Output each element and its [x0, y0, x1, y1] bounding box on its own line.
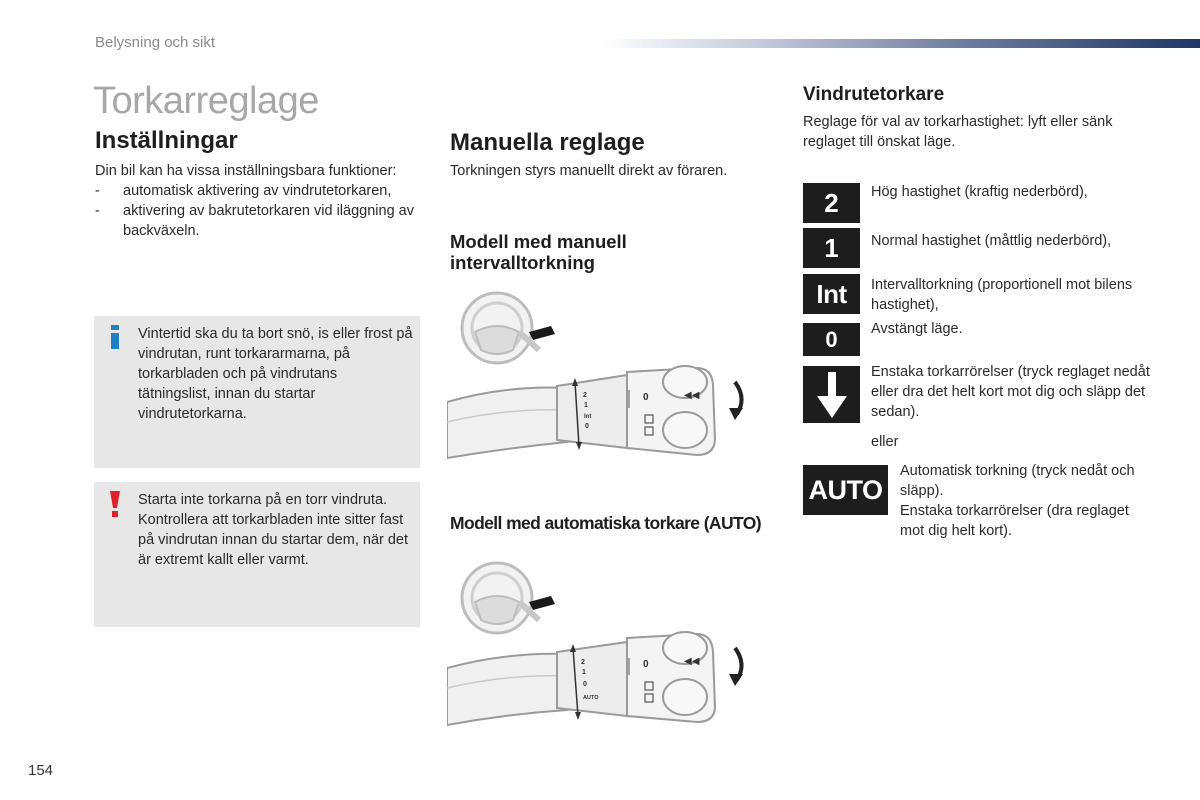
windscreen-text: Reglage för val av torkarhastighet: lyft eller sänk reglaget till önskat läge.: [803, 114, 1113, 150]
settings-intro: Din bil kan ha vissa inställningsbara funktioner:: [95, 163, 397, 179]
manual-text: Torkningen styrs manuellt direkt av föraren.: [450, 163, 728, 179]
warning-note: [94, 482, 420, 627]
model-manual-heading: Modell med manuell intervalltorkning: [450, 231, 627, 273]
stalk-label: 0: [585, 423, 589, 430]
stalk-illustration-manual: [447, 290, 757, 475]
stalk-label: 2: [581, 659, 585, 666]
stalk-tip-label: 0: [643, 392, 649, 403]
stalk-tip-label: ◀◀: [684, 656, 700, 667]
info-note: [94, 316, 420, 468]
steering-wheel-icon: [462, 293, 555, 363]
auto-badge: AUTO: [803, 465, 888, 515]
warning-note-text: Starta inte torkarna på en torr vindruta. Kontrollera att torkarbladen inte sitter fast på vindrutan innan du startar dem, när det är extremt kallt eller varmt.: [138, 492, 409, 568]
steering-wheel-icon: [462, 563, 555, 633]
stalk-label: Int: [584, 414, 592, 420]
settings-list: [95, 181, 425, 241]
rotate-arrow-icon: [729, 648, 743, 686]
page-number: 154: [28, 762, 54, 779]
settings-item: - aktivering av bakrutetorkaren vid iläggning av backväxeln.: [95, 201, 425, 241]
stalk-label: 2: [583, 392, 587, 399]
info-icon: [108, 322, 122, 355]
stalk-illustration-auto: [447, 560, 757, 740]
settings-heading: Inställningar: [95, 127, 238, 154]
speed-2-text: Hög hastighet (kraftig nederbörd),: [871, 184, 1088, 200]
single-wipe-badge: [803, 366, 860, 423]
stalk-label: 1: [582, 669, 586, 676]
int-badge: Int: [803, 274, 860, 314]
info-note-text: Vintertid ska du ta bort snö, is eller frost på vindrutan, runt torkararmarna, på torkarbladen och på vindrutans tätningslist, innan du startar vindrutetorkarna.: [138, 326, 413, 422]
windscreen-heading: Vindrutetorkare: [803, 84, 945, 105]
settings-item: - automatisk aktivering av vindrutetorkaren,: [95, 181, 425, 201]
manual-heading: Manuella reglage: [450, 129, 645, 156]
wiper-stalk-icon: [447, 366, 715, 458]
speed-1-text: Normal hastighet (måttlig nederbörd),: [871, 233, 1112, 249]
rotate-arrow-icon: [729, 382, 743, 420]
stalk-label: 0: [583, 681, 587, 688]
or-text: eller: [871, 434, 899, 450]
off-text: Avstängt läge.: [871, 321, 963, 337]
wiper-stalk-icon: [447, 632, 715, 725]
auto-text-2: Enstaka torkarrörelser (dra reglaget mot dig helt kort).: [900, 503, 1129, 539]
settings-block: [95, 161, 425, 241]
header-gradient-bar: [600, 39, 1200, 48]
off-badge: 0: [803, 323, 860, 356]
stalk-label: 1: [584, 402, 588, 409]
single-wipe-text: Enstaka torkarrörelser (tryck reglaget nedåt eller dra det helt kort mot dig och släpp det sedan).: [871, 364, 1150, 420]
warning-icon: [108, 488, 122, 523]
section-header: Belysning och sikt: [95, 34, 216, 51]
page-title: Torkarreglage: [93, 80, 319, 122]
stalk-label: AUTO: [583, 695, 599, 701]
int-text: Intervalltorkning (proportionell mot bilens hastighet),: [871, 277, 1133, 313]
arrow-down-icon: [817, 372, 847, 418]
speed-2-badge: 2: [803, 183, 860, 223]
stalk-tip-label: 0: [643, 659, 649, 670]
auto-text-1: Automatisk torkning (tryck nedåt och släpp).: [900, 463, 1135, 499]
speed-1-badge: 1: [803, 228, 860, 268]
model-auto-heading: Modell med automatiska torkare (AUTO): [450, 513, 762, 533]
stalk-tip-label: ◀◀: [684, 390, 700, 401]
